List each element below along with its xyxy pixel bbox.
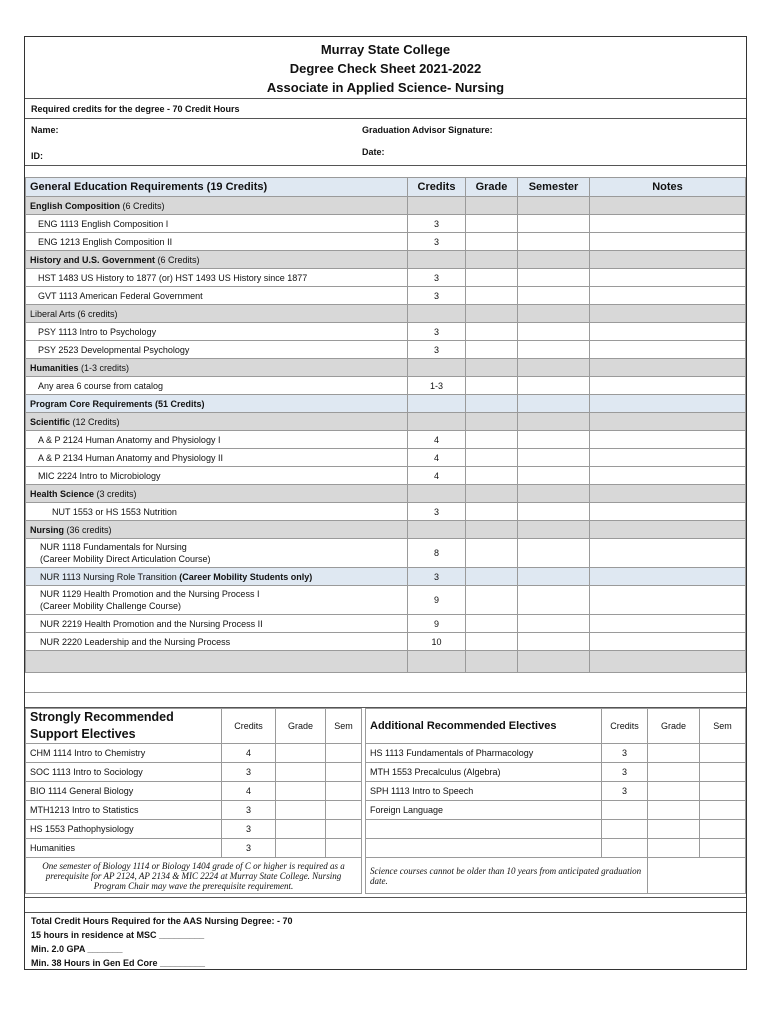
section-bold-label: Health Science <box>30 488 95 499</box>
additional-note-empty <box>648 858 746 894</box>
additional-elective-row <box>366 744 746 763</box>
support-elective-row <box>26 744 362 763</box>
blank-row <box>26 651 746 673</box>
section-empty-cell <box>590 251 746 269</box>
course-title: NUR 1118 Fundamentals for Nursing <box>40 542 187 552</box>
support-course: MTH1213 Intro to Statistics <box>26 801 222 820</box>
course-credits: 4 <box>408 431 466 449</box>
grade-cell <box>466 323 518 341</box>
section-empty-cell <box>408 197 466 215</box>
course-credits: 9 <box>408 615 466 633</box>
support-grade-cell <box>276 763 326 782</box>
course-credits: 3 <box>408 215 466 233</box>
support-elective-row <box>26 839 362 858</box>
course-name <box>26 323 408 341</box>
additional-grade-cell <box>648 744 700 763</box>
semester-cell <box>518 287 590 305</box>
support-note-row <box>26 858 362 894</box>
support-credits-header: Credits <box>222 709 276 744</box>
course-credits: 3 <box>408 269 466 287</box>
section-label <box>26 251 408 269</box>
section-bold-label: History and U.S. Government <box>30 254 156 265</box>
additional-grade-cell <box>648 839 700 858</box>
section-empty-cell <box>518 197 590 215</box>
section-header-row <box>26 305 746 323</box>
section-empty-cell <box>590 395 746 413</box>
course-name <box>26 568 408 586</box>
course-title: MIC 2224 Intro to Microbiology <box>38 470 161 481</box>
spacer-row-2 <box>25 897 746 913</box>
section-empty-cell <box>518 485 590 503</box>
course-name <box>26 467 408 485</box>
additional-elective-row <box>366 839 746 858</box>
course-name <box>26 586 408 615</box>
semester-cell <box>518 615 590 633</box>
residence-hours: 15 hours in residence at MSC _________ <box>31 930 205 940</box>
additional-elective-row <box>366 820 746 839</box>
course-row <box>26 568 746 586</box>
grade-cell <box>466 467 518 485</box>
min-gpa: Min. 2.0 GPA _______ <box>31 944 123 954</box>
section-empty-cell <box>518 521 590 539</box>
course-note-bold: (Career Mobility Students only) <box>179 571 313 582</box>
sheet-header <box>25 37 746 99</box>
section-header-row <box>26 197 746 215</box>
section-empty-cell <box>518 413 590 431</box>
course-credits: 3 <box>408 503 466 521</box>
section-label <box>26 413 408 431</box>
support-course: Humanities <box>26 839 222 858</box>
additional-credits: 3 <box>602 763 648 782</box>
course-row <box>26 539 746 568</box>
support-credits: 3 <box>222 820 276 839</box>
grade-cell <box>466 269 518 287</box>
support-credits: 4 <box>222 782 276 801</box>
additional-course: Foreign Language <box>366 801 602 820</box>
course-row <box>26 269 746 287</box>
credits-header: Credits <box>408 178 466 197</box>
notes-cell <box>590 323 746 341</box>
support-title <box>26 709 222 744</box>
support-grade-cell <box>276 744 326 763</box>
section-empty-cell <box>518 305 590 323</box>
support-course: HS 1553 Pathophysiology <box>26 820 222 839</box>
additional-course: MTH 1553 Precalculus (Algebra) <box>366 763 602 782</box>
section-empty-cell <box>466 359 518 377</box>
support-grade-cell <box>276 801 326 820</box>
additional-credits <box>602 801 648 820</box>
science-age-note: Science courses cannot be older than 10 years from anticipated graduation date. <box>366 858 648 894</box>
section-bold-label: English Composition <box>30 200 120 211</box>
additional-grade-cell <box>648 782 700 801</box>
course-name <box>26 215 408 233</box>
course-name <box>26 539 408 568</box>
course-credits: 3 <box>408 341 466 359</box>
course-row <box>26 323 746 341</box>
min-gen-ed-hours: Min. 38 Hours in Gen Ed Core _________ <box>31 958 206 968</box>
course-name <box>26 449 408 467</box>
blank-cell <box>26 651 408 673</box>
spacer-row <box>25 692 746 708</box>
course-row <box>26 377 746 395</box>
semester-header: Semester <box>518 178 590 197</box>
requirements-header-row <box>26 178 746 197</box>
course-name <box>26 633 408 651</box>
course-name <box>26 269 408 287</box>
section-bold-label: Nursing <box>30 524 65 535</box>
notes-cell <box>590 615 746 633</box>
semester-cell <box>518 586 590 615</box>
course-title: PSY 1113 Intro to Psychology <box>38 326 157 337</box>
additional-sem-cell <box>700 782 746 801</box>
advisor-signature-label: Graduation Advisor Signature: <box>362 125 493 135</box>
grade-cell <box>466 233 518 251</box>
grade-cell <box>466 503 518 521</box>
additional-grade-cell <box>648 820 700 839</box>
support-sem-cell <box>326 801 362 820</box>
support-elective-row <box>26 801 362 820</box>
grade-cell <box>466 449 518 467</box>
support-course: BIO 1114 General Biology <box>26 782 222 801</box>
support-grade-header: Grade <box>276 709 326 744</box>
support-course: CHM 1114 Intro to Chemistry <box>26 744 222 763</box>
course-credits: 9 <box>408 586 466 615</box>
section-empty-cell <box>466 521 518 539</box>
date-label: Date: <box>362 147 385 157</box>
section-credits-note: (3 credits) <box>94 488 137 499</box>
section-empty-cell <box>408 395 466 413</box>
support-sem-cell <box>326 763 362 782</box>
section-label <box>26 521 408 539</box>
additional-sem-cell <box>700 763 746 782</box>
section-bold-label: Program Core Requirements (51 Credits) <box>30 398 205 409</box>
support-sem-cell <box>326 820 362 839</box>
support-credits: 3 <box>222 763 276 782</box>
additional-course: SPH 1113 Intro to Speech <box>366 782 602 801</box>
section-header-row <box>26 359 746 377</box>
section-credits-note: (1-3 credits) <box>78 362 130 373</box>
additional-elective-row <box>366 801 746 820</box>
course-title: NUR 1129 Health Promotion and the Nursing Process I <box>40 589 260 599</box>
section-label <box>26 305 408 323</box>
course-title: NUR 1113 Nursing Role Transition <box>40 571 180 582</box>
section-credits-note: (6 Credits) <box>120 200 165 211</box>
additional-sem-cell <box>700 839 746 858</box>
course-name <box>26 615 408 633</box>
course-title: NUR 2219 Health Promotion and the Nursing Process II <box>40 618 263 629</box>
grade-cell <box>466 633 518 651</box>
additional-credits: 3 <box>602 744 648 763</box>
course-row <box>26 586 746 615</box>
notes-cell <box>590 449 746 467</box>
blank-cell <box>518 651 590 673</box>
degree-title: Associate in Applied Science- Nursing <box>266 80 505 95</box>
grade-header: Grade <box>466 178 518 197</box>
requirements-table <box>25 177 746 673</box>
section-bold-label: Humanities <box>30 362 79 373</box>
student-info <box>25 119 746 166</box>
grade-cell <box>466 341 518 359</box>
course-title: Any area 6 course from catalog <box>38 380 164 391</box>
support-prereq-note: One semester of Biology 1114 or Biology 1404 grade of C or higher is required as a prerequisite for AP 2124, AP 2134 & MIC 2224 at Murray State College. Nursing Program Chair may wave the prerequisite requirement. <box>26 858 362 894</box>
semester-cell <box>518 323 590 341</box>
notes-cell <box>590 431 746 449</box>
grade-cell <box>466 568 518 586</box>
additional-course <box>366 839 602 858</box>
grade-cell <box>466 377 518 395</box>
degree-check-sheet <box>24 36 747 970</box>
additional-credits <box>602 839 648 858</box>
course-title: A & P 2124 Human Anatomy and Physiology I <box>38 434 221 445</box>
course-subtitle: (Career Mobility Direct Articulation Course) <box>40 554 211 564</box>
course-name <box>26 233 408 251</box>
course-title: GVT 1113 American Federal Government <box>38 290 203 301</box>
additional-credits: 3 <box>602 782 648 801</box>
section-empty-cell <box>590 413 746 431</box>
notes-cell <box>590 215 746 233</box>
total-credit-hours: Total Credit Hours Required for the AAS Nursing Degree: - 70 <box>31 916 293 926</box>
section-header-row <box>26 485 746 503</box>
course-credits: 10 <box>408 633 466 651</box>
semester-cell <box>518 633 590 651</box>
course-subtitle: (Career Mobility Challenge Course) <box>40 601 182 611</box>
support-grade-cell <box>276 820 326 839</box>
support-sem-cell <box>326 839 362 858</box>
notes-cell <box>590 633 746 651</box>
section-credits-note: (12 Credits) <box>70 416 120 427</box>
section-empty-cell <box>518 251 590 269</box>
semester-cell <box>518 341 590 359</box>
notes-cell <box>590 539 746 568</box>
name-label: Name: <box>31 125 59 135</box>
section-empty-cell <box>408 359 466 377</box>
course-name <box>26 377 408 395</box>
support-credits: 3 <box>222 839 276 858</box>
additional-grade-header: Grade <box>648 709 700 744</box>
required-credits: Required credits for the degree - 70 Credit Hours <box>25 99 746 119</box>
sheet-title: Degree Check Sheet 2021-2022 <box>289 61 482 76</box>
additional-credits-header: Credits <box>602 709 648 744</box>
course-name <box>26 503 408 521</box>
additional-sem-cell <box>700 820 746 839</box>
course-title: PSY 2523 Developmental Psychology <box>38 344 190 355</box>
course-row <box>26 215 746 233</box>
course-title: NUT 1553 or HS 1553 Nutrition <box>52 506 177 517</box>
course-credits: 3 <box>408 568 466 586</box>
section-credits-note: Liberal Arts (6 credits) <box>30 308 118 319</box>
section-empty-cell <box>408 413 466 431</box>
semester-cell <box>518 449 590 467</box>
course-row <box>26 467 746 485</box>
grade-cell <box>466 215 518 233</box>
section-label <box>26 485 408 503</box>
section-empty-cell <box>518 395 590 413</box>
section-empty-cell <box>466 197 518 215</box>
section-empty-cell <box>466 395 518 413</box>
support-grade-cell <box>276 839 326 858</box>
course-title: ENG 1213 English Composition II <box>38 236 173 247</box>
additional-course <box>366 820 602 839</box>
additional-sem-cell <box>700 801 746 820</box>
course-title: A & P 2134 Human Anatomy and Physiology II <box>38 452 223 463</box>
semester-cell <box>518 233 590 251</box>
college-name: Murray State College <box>320 42 451 57</box>
course-name <box>26 341 408 359</box>
course-row <box>26 341 746 359</box>
notes-cell <box>590 269 746 287</box>
additional-sem-header: Sem <box>700 709 746 744</box>
support-sem-header: Sem <box>326 709 362 744</box>
semester-cell <box>518 467 590 485</box>
course-row <box>26 431 746 449</box>
grade-cell <box>466 431 518 449</box>
notes-cell <box>590 377 746 395</box>
support-elective-row <box>26 782 362 801</box>
additional-credits <box>602 820 648 839</box>
section-empty-cell <box>590 197 746 215</box>
section-empty-cell <box>590 305 746 323</box>
grade-cell <box>466 287 518 305</box>
grade-cell <box>466 539 518 568</box>
course-credits: 3 <box>408 323 466 341</box>
section-empty-cell <box>466 485 518 503</box>
support-course: SOC 1113 Intro to Sociology <box>26 763 222 782</box>
semester-cell <box>518 269 590 287</box>
semester-cell <box>518 377 590 395</box>
semester-cell <box>518 215 590 233</box>
notes-cell <box>590 287 746 305</box>
section-empty-cell <box>466 251 518 269</box>
course-credits: 3 <box>408 287 466 305</box>
course-row <box>26 633 746 651</box>
section-header-row <box>26 521 746 539</box>
section-label <box>26 395 408 413</box>
course-row <box>26 233 746 251</box>
additional-title: Additional Recommended Electives <box>366 709 602 744</box>
additional-electives-table <box>365 708 746 894</box>
support-credits: 4 <box>222 744 276 763</box>
notes-cell <box>590 341 746 359</box>
support-elective-row <box>26 763 362 782</box>
semester-cell <box>518 539 590 568</box>
grade-cell <box>466 586 518 615</box>
notes-cell <box>590 503 746 521</box>
additional-sem-cell <box>700 744 746 763</box>
section-header-row <box>26 251 746 269</box>
blank-cell <box>408 651 466 673</box>
section-credits-note: (36 credits) <box>64 524 112 535</box>
section-empty-cell <box>408 251 466 269</box>
notes-cell <box>590 586 746 615</box>
semester-cell <box>518 503 590 521</box>
section-empty-cell <box>466 305 518 323</box>
blank-cell <box>590 651 746 673</box>
notes-cell <box>590 467 746 485</box>
additional-note-row <box>366 858 746 894</box>
section-credits-note: (6 Credits) <box>155 254 200 265</box>
support-elective-row <box>26 820 362 839</box>
additional-elective-row <box>366 782 746 801</box>
section-label <box>26 197 408 215</box>
course-row <box>26 503 746 521</box>
course-name <box>26 287 408 305</box>
gen-ed-header: General Education Requirements (19 Credits) <box>26 178 408 197</box>
section-empty-cell <box>590 359 746 377</box>
grade-cell <box>466 615 518 633</box>
degree-summary <box>25 914 746 970</box>
course-credits: 3 <box>408 233 466 251</box>
course-title: HST 1483 US History to 1877 (or) HST 1493 US History since 1877 <box>38 272 308 283</box>
support-sem-cell <box>326 782 362 801</box>
section-bold-label: Scientific <box>30 416 71 427</box>
section-empty-cell <box>590 521 746 539</box>
notes-cell <box>590 233 746 251</box>
course-title: NUR 2220 Leadership and the Nursing Process <box>40 636 231 647</box>
additional-grade-cell <box>648 801 700 820</box>
id-label: ID: <box>31 151 43 161</box>
semester-cell <box>518 568 590 586</box>
course-row <box>26 287 746 305</box>
support-sem-cell <box>326 744 362 763</box>
support-electives-table <box>25 708 362 894</box>
course-credits: 1-3 <box>408 377 466 395</box>
section-empty-cell <box>408 485 466 503</box>
section-empty-cell <box>590 485 746 503</box>
course-row <box>26 615 746 633</box>
course-name <box>26 431 408 449</box>
notes-cell <box>590 568 746 586</box>
section-header-row <box>26 413 746 431</box>
additional-elective-row <box>366 763 746 782</box>
section-empty-cell <box>408 305 466 323</box>
support-grade-cell <box>276 782 326 801</box>
section-empty-cell <box>408 521 466 539</box>
support-title-line1: Strongly Recommended <box>30 710 174 724</box>
support-credits: 3 <box>222 801 276 820</box>
section-label <box>26 359 408 377</box>
additional-grade-cell <box>648 763 700 782</box>
course-title: ENG 1113 English Composition I <box>38 218 169 229</box>
course-row <box>26 449 746 467</box>
blank-cell <box>466 651 518 673</box>
section-empty-cell <box>518 359 590 377</box>
additional-course: HS 1113 Fundamentals of Pharmacology <box>366 744 602 763</box>
section-empty-cell <box>466 413 518 431</box>
program-core-header <box>26 395 746 413</box>
notes-header: Notes <box>590 178 746 197</box>
course-credits: 4 <box>408 449 466 467</box>
course-credits: 8 <box>408 539 466 568</box>
course-credits: 4 <box>408 467 466 485</box>
semester-cell <box>518 431 590 449</box>
support-title-line2: Support Electives <box>30 727 136 741</box>
